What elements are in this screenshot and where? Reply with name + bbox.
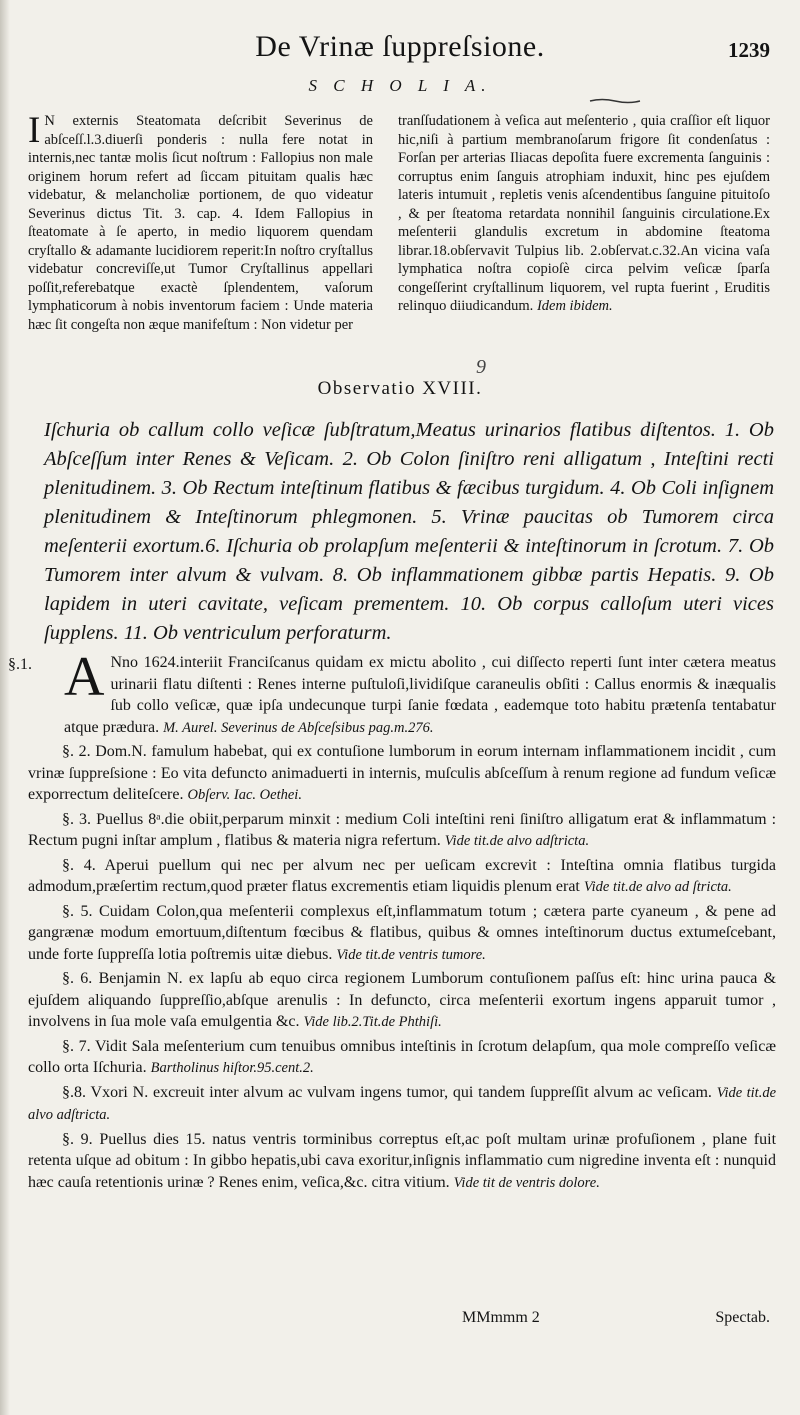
paragraph-6 xyxy=(28,968,776,1034)
paragraph-reference: M. Aurel. Severinus de Abſceſsibus pag.m.276. xyxy=(163,719,434,736)
paragraph-text: Puellus 8ᵃ.die obiit,perparum minxit : medium Coli inteſtini reni ſiniſtro alligatum erat & inflammatum : Rectum pugni inſtar amplum , flatibus & materia nigra refertum. xyxy=(28,810,777,849)
scholia-left-column xyxy=(28,112,373,334)
paragraph-text: Nno 1624.interiit Franciſcanus quidam ex mictu abolito , cui diſſecto reperti ſunt inter cætera meatus urinarii flatu diſtenti : Renes interne puſtuloſi,lividiſque caraneulis obſiti : Callus enormis & inæqualis ſub collo veſicæ, quæ ipſa undecunque turpi ſanie fœdata , eademque toto habitu prætenſa tentabatur atque prædura. xyxy=(64,654,776,736)
paragraph-8 xyxy=(28,1082,776,1127)
paragraph-text: Puellus dies 15. natus ventris torminibus correptus eſt,ac poſt multam urinæ profuſionem , plane fuit retenta uſque ad obitum : In gibbo hepatis,ubi cava exoritur,inſignis inflammatio cum nigredine inventa eſt : nunquid hæc cauſa retentionis urinæ ? Renes enim, veſica,&c. citra vitium. xyxy=(28,1130,777,1191)
observation-summary: Iſchuria ob callum collo veſicæ ſubſtratum,Meatus urinarios flatibus diſtentos. 1. Ob Abſceſſum inter Renes & Veſicam. 2. Ob Colon ſiniſtro reni alligatum , Inteſtini recti plenitudinem. 3. Ob Rectum inteſtinum flatibus & fæcibus turgidum. 4. Ob Coli inſignem plenitudinem & Inteſtinorum phlegmonen. 5. Vrinæ paucitas ob Tumorem circa meſenterii exortum.6. Iſchuria ob prolapſum meſenterii & inteſtinorum in ſcrotum. 7. Ob Tumorem inter alvum & vulvam. 8. Ob inflammationem gibbæ partis Hepatis. 9. Ob lapidem in uteri cavitate, veſicam prementem. 10. Ob corpus calloſum uteri vices ſupplens. 11. Ob ventriculum perforaturm. xyxy=(44,419,774,644)
paragraph-2 xyxy=(28,741,776,807)
paragraph-text: Aperui puellum qui nec per alvum nec per ueſicam excrevit : Inteſtina omnia flatibus turgida admodum,præſertim rectum,quod præter flatus excrementis etiam liquidis plenum erat xyxy=(28,856,776,895)
paragraph-reference: Vide tit.de alvo ad ſtricta. xyxy=(583,879,732,895)
paragraph-3 xyxy=(28,809,776,853)
observation-title: Observatio XVIII. xyxy=(317,378,483,399)
scholia-right-column xyxy=(398,112,770,316)
paragraph-reference: Obſerv. Iac. Oethei. xyxy=(187,787,302,803)
observation-paragraphs xyxy=(8,646,777,1196)
paragraph-text: Cuidam Colon,qua meſenterii complexus eſt,inflammatum totum ; cætera parte cyaneum , & pene ad gangrænæ modum emortuum,diſtentum fœcibus & flatibus, quibus & omnes inteſtinorum ductus extumeſcebant, unde forte ſuppreſſa lotia poſtremis uitæ diebus. xyxy=(28,902,776,963)
paragraph-7 xyxy=(28,1036,776,1080)
margin-pencil-note: 9 xyxy=(476,356,486,378)
scholia-right-text: tranſſudationem à veſica aut meſenterio , quia craſſior eſt liquor hic,niſi à partium membranoſarum frigore ſit condenſatus : Forſan per arterias Iliacas depoſita fuere excrementa ſanguinis : corruptus enim ſanguis atrophiam induxit, hinc pes ejuſdem lateris intumuit , repletis venis aſcendentibus ſanguine pituitoſo , & per ſteatoma retardata nonnihil ſanguinis circulatione.Ex meſenterii glandulis excretum in abdomine ſteatoma librar.18.obſervavit Tulpius lib. 2.obſervat.c.32.An vicina vaſa lymphatica noſtra copioſè circa pelvim veſicæ ſparſa congeſſerint cryſtallinum liquorem, vel rupta fuerint , Eruditis relinquo diiudicandum. xyxy=(398,113,770,314)
page-number: 1239 xyxy=(728,38,770,62)
page-gutter-shadow xyxy=(0,0,10,1415)
scholia-dropcap: I xyxy=(28,110,41,151)
signature-mark: MMmmm 2 xyxy=(462,1309,540,1326)
section-mark: §. 9. xyxy=(62,1130,93,1148)
paragraph-text: Dom.N. famulum habebat, qui ex contuſione lumborum in eorum internam inflammationem incidit , cum vrinæ ſuppreſsione : Eo vita defuncto animaduerti in internis, muſculis abſceſſum à renum regione ad fundum veſicæ exporrectum deliteſcere. xyxy=(28,743,777,803)
paragraph-reference: Vide tit de ventris dolore. xyxy=(453,1174,600,1191)
section-mark: §. 4. xyxy=(62,856,96,874)
paragraph-text: Vidit Sala meſenterium cum tenuibus omnibus inteſtinis in ſcrotum delapſum, qua mole compreſſo veſicæ collo orta Iſchuria. xyxy=(28,1037,776,1076)
paragraph-reference: Vide tit.de alvo adſtricta. xyxy=(444,833,590,849)
section-mark: §.1. xyxy=(8,656,32,673)
paragraph-4 xyxy=(28,855,776,899)
paragraph-reference: Vide tit.de alvo adſtricta. xyxy=(28,1084,777,1123)
ornament-rule xyxy=(588,98,642,104)
running-header xyxy=(0,30,800,70)
catchword: Spectab. xyxy=(715,1309,770,1326)
paragraph-dropcap: A xyxy=(64,646,105,708)
running-title: De Vrinæ ſuppreſsione. xyxy=(255,30,545,63)
paragraph-text: Vxori N. excreuit inter alvum ac vulvam ingens tumor, qui tandem ſuppreſſit alvum ac veſicam. xyxy=(90,1083,712,1101)
section-mark: §. 6. xyxy=(62,970,93,987)
section-mark: §.8. xyxy=(62,1083,86,1101)
paragraph-reference: Vide tit.de ventris tumore. xyxy=(336,946,486,963)
section-mark: §. 5. xyxy=(62,902,93,920)
paragraph-reference: Bartholinus hiſtor.95.cent.2. xyxy=(150,1060,314,1076)
paragraph-text: Benjamin N. ex lapſu ab equo circa regionem Lumborum contuſionem paſſus eſt: hinc urina pauca & ejuſdem aliquando ſuppreſſio,abſque arenulis : In defuncto, circa meſenterii exortum ingens apparuit tumor , involvens in ſua mole vaſa emulgentia &c. xyxy=(28,970,777,1030)
section-mark: §. 3. xyxy=(62,810,92,828)
paragraph-1 xyxy=(8,646,776,739)
scholia-left-text: N externis Steatomata deſcribit Severinus de abſceſſ.l.3.diuerſi ponderis : nulla fere notat in internis,nec tantæ molis ſicut noſtrum : Fallopius non male originem horum refert ad ſiccam pituitam qualis hæc videbatur, & melancholiæ portionem, de quo videatur Severinus dictus Tit. 3. cap. 4. Idem Fallopius in ſteatomate à ſe aperto, in medio liquorem quendam cryſtallo & adamante lucidiorem reperit:In noſtro cryſtallus videbatur concreviſſe,ut Tumor Cryſtallinus appellari poſſit,referebatque exactè ſplendentem, vaſorum lymphaticorum à nobis inventorum faciem : Unde materia hæc ſit congeſta non æque manifeſtum : Non videtur per xyxy=(28,113,373,333)
scholia-right-source: Idem ibidem. xyxy=(536,298,613,314)
page-footer xyxy=(0,1309,800,1339)
paragraph-5 xyxy=(28,901,776,967)
scholia-heading: S C H O L I A. xyxy=(308,76,492,95)
paragraph-9 xyxy=(28,1129,776,1195)
section-mark: §. 7. xyxy=(62,1037,91,1055)
section-mark: §. 2. xyxy=(62,743,91,760)
paragraph-reference: Vide lib.2.Tit.de Phthiſi. xyxy=(303,1014,442,1030)
